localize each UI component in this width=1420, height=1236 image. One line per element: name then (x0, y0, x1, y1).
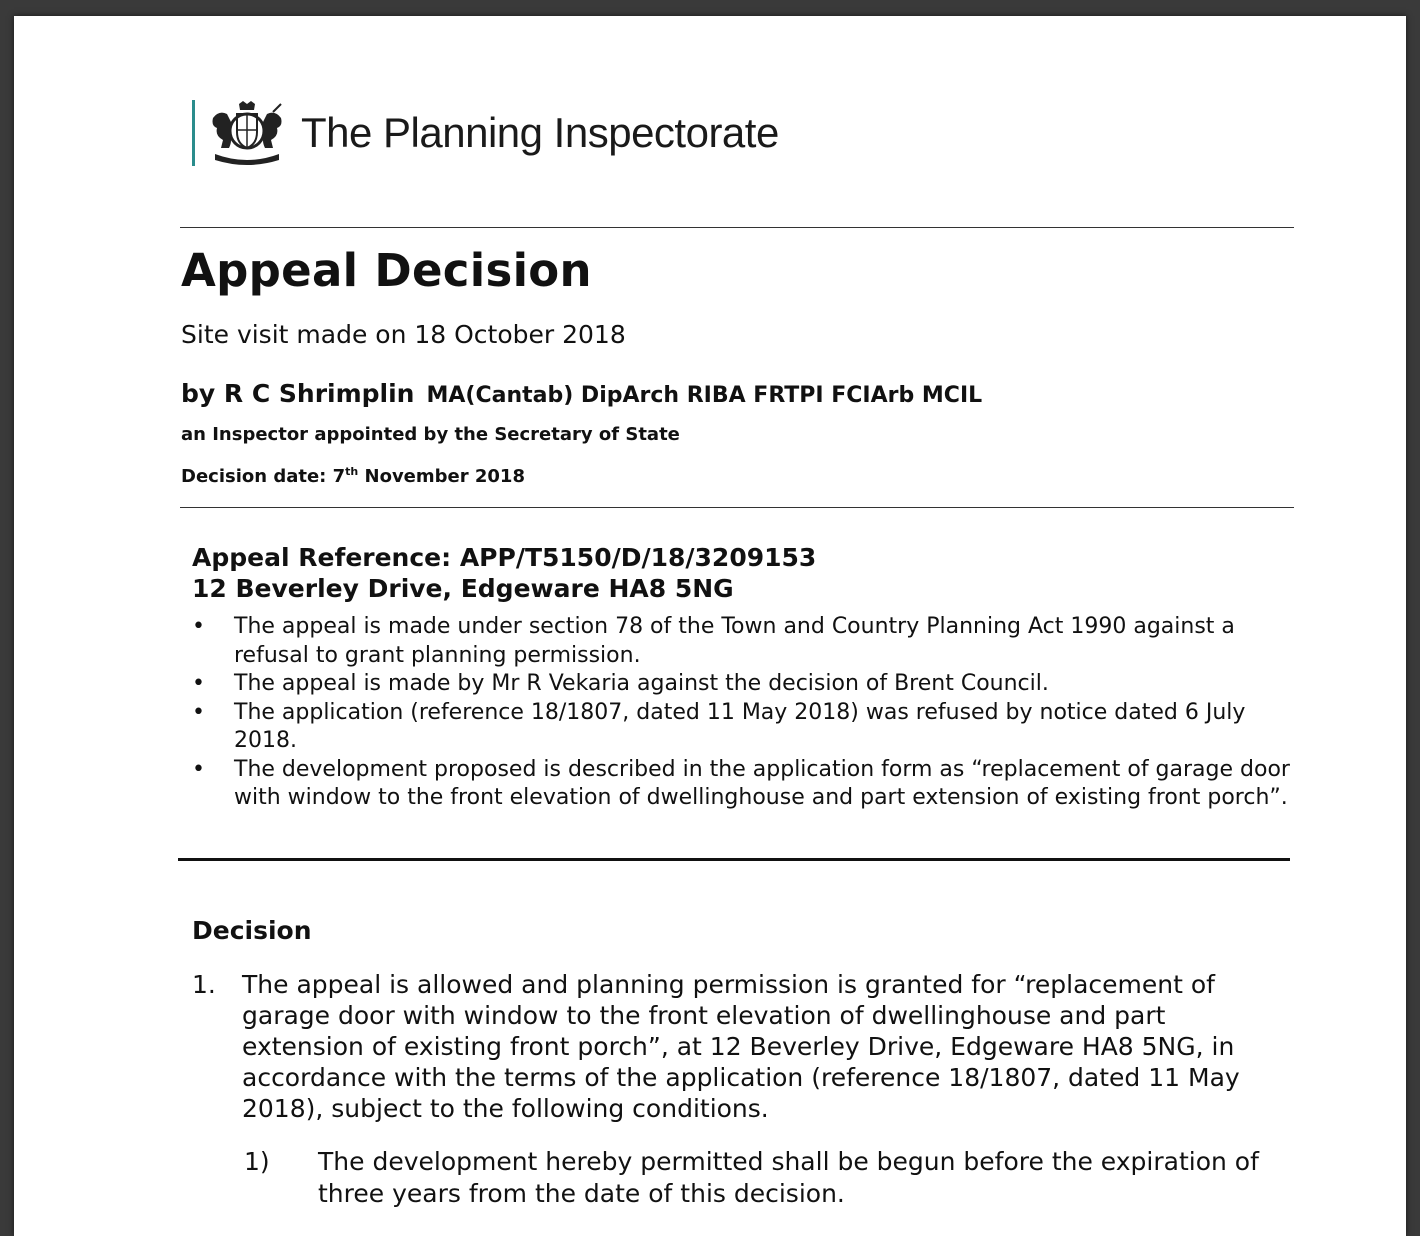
header-divider (180, 227, 1294, 228)
decision-heading: Decision (192, 916, 312, 945)
decision-date-ordinal: th (345, 465, 359, 478)
list-item: • The appeal is made by Mr R Vekaria against the decision of Brent Council. (192, 670, 1292, 699)
condition-text: The development hereby permitted shall be begun before the expiration of three years from the date of this decision. (318, 1147, 1259, 1208)
condition-number: 1) (244, 1147, 270, 1176)
appeal-reference: Appeal Reference: APP/T5150/D/18/3209153 (192, 543, 817, 572)
details-divider (180, 507, 1294, 508)
appeal-reference-block (192, 542, 816, 604)
document-page (14, 16, 1406, 1236)
inspector-appointment: an Inspector appointed by the Secretary of State (181, 424, 680, 445)
organisation-name: The Planning Inspectorate (301, 109, 779, 156)
paragraph-text: The appeal is allowed and planning permission is granted for “replacement of garage door with window to the front elevation of dwellinghouse and part extension of existing front porch”, at 12 Beverley Drive, Edgeware HA8 5NG, in accordance with the terms of the application (reference 18/1807, dated 11 May 2018), subject to the following conditions. (242, 970, 1240, 1123)
appeal-details-list (192, 613, 1292, 813)
logo-accent-bar (192, 100, 195, 166)
decision-date (181, 465, 525, 487)
site-visit-date: Site visit made on 18 October 2018 (181, 320, 626, 349)
inspector-qualifications: MA(Cantab) DipArch RIBA FRTPI FCIArb MCIL (426, 383, 983, 408)
inspector-line (181, 379, 982, 408)
list-item: • The development proposed is described in the application form as “replacement of garage door with window to the front elevation of dwellinghouse and part extension of existing front porch”. (192, 756, 1292, 813)
site-address: 12 Beverley Drive, Edgeware HA8 5NG (192, 574, 734, 603)
document-title: Appeal Decision (181, 244, 592, 297)
list-item: • The appeal is made under section 78 of the Town and Country Planning Act 1990 against a refusal to grant planning permission. (192, 613, 1292, 670)
paragraph-number: 1. (192, 970, 216, 999)
inspector-name: by R C Shrimplin (181, 379, 415, 408)
royal-coat-of-arms-icon (207, 100, 287, 166)
summary-divider (178, 858, 1290, 861)
planning-inspectorate-logo (192, 100, 779, 166)
condition-item (244, 1146, 1294, 1210)
decision-date-prefix: Decision date: 7 (181, 466, 346, 487)
list-item: • The application (reference 18/1807, dated 11 May 2018) was refused by notice dated 6 July 2018. (192, 699, 1292, 756)
decision-paragraph (192, 969, 1292, 1124)
decision-date-suffix: November 2018 (358, 466, 525, 487)
